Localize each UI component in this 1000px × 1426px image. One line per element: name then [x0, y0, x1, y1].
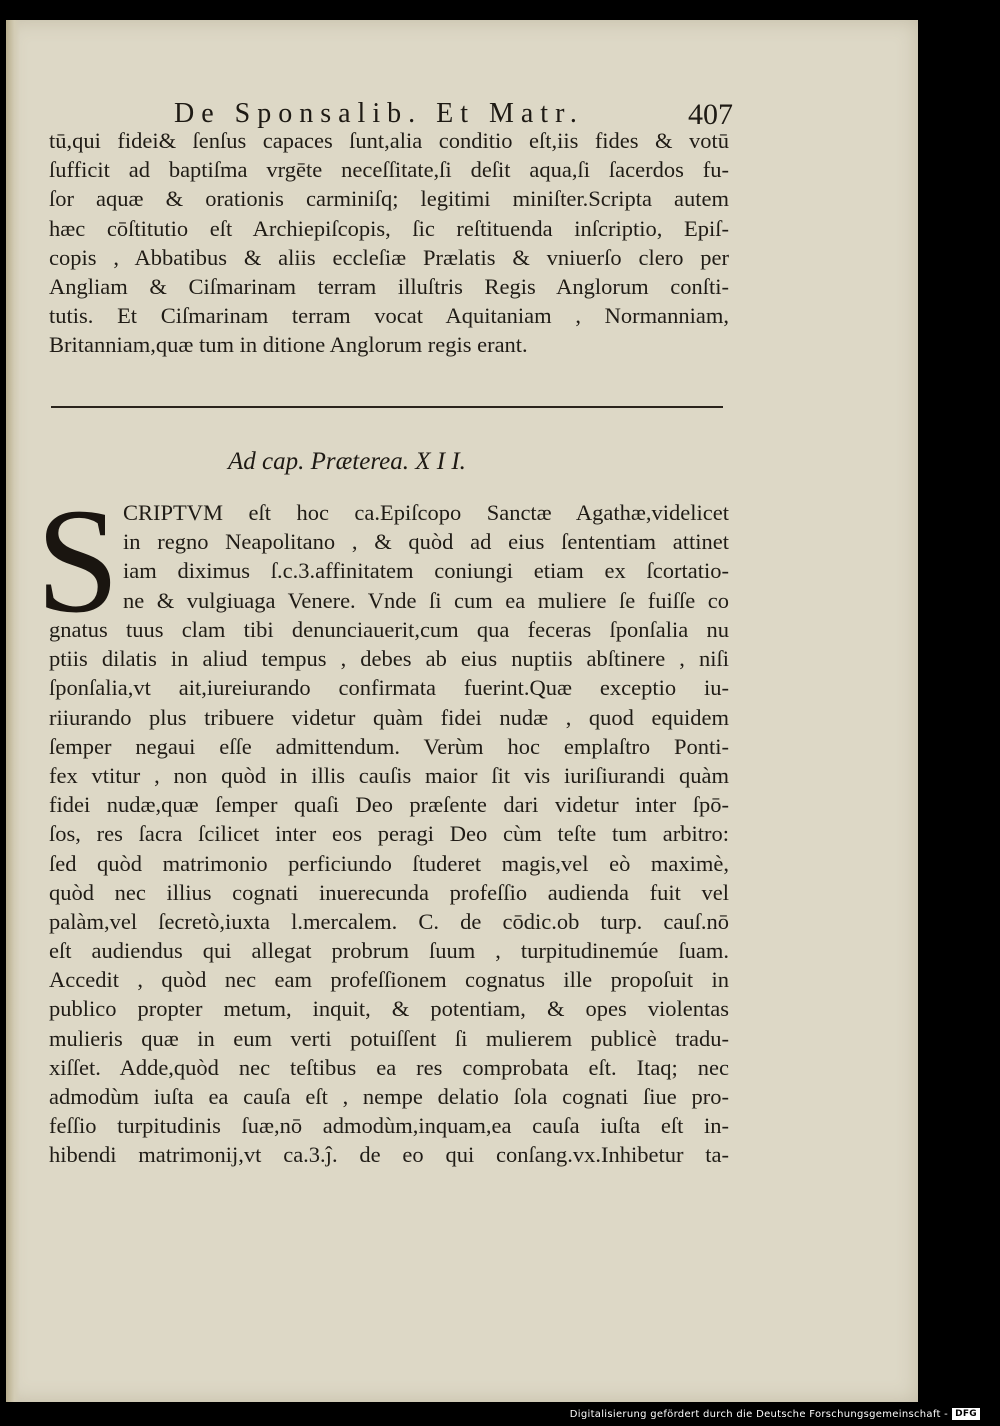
text-line: xiſſet. Adde,quòd nec teſtibus ea res comprobata eſt. Itaq; nec	[49, 1054, 729, 1080]
running-head: De Sponsalib. Et Matr.	[174, 98, 584, 129]
text-line: ſemper negaui eſſe admittendum. Verùm hoc emplaſtro Ponti-	[49, 733, 729, 759]
text-line: ſed quòd matrimonio perficiundo ſtuderet magis,vel eò maximè,	[49, 850, 729, 876]
text-line: hibendi matrimonij,vt ca.3.ĵ. de eo qui conſang.vx.Inhibetur ta-	[49, 1142, 729, 1168]
drop-cap-initial: S	[36, 478, 120, 644]
paragraph-continued	[49, 126, 729, 360]
paragraph-indented-lines	[123, 498, 729, 615]
text-line: tutis. Et Ciſmarinam terram vocat Aquitaniam , Normanniam,	[49, 303, 729, 329]
text-line: ne & vulgiuaga Venere. Vnde ſi cum ea muliere ſe fuiſſe co	[123, 587, 729, 613]
text-line: copis , Abbatibus & aliis eccleſiæ Prælatis & vniuerſo clero per	[49, 244, 729, 270]
page-number: 407	[688, 98, 733, 131]
text-line: ſponſalia,vt ait,iureiurando confirmata fuerint.Quæ exceptio iu-	[49, 675, 729, 701]
text-line: Britanniam,quæ tum in ditione Anglorum regis erant.	[49, 332, 528, 358]
chapter-heading: Ad cap. Præterea. X I I.	[228, 448, 466, 475]
text-line: ſor aquæ & orationis carminiſq; legitimi miniſter.Scripta autem	[49, 186, 729, 212]
text-line: Accedit , quòd nec eam profeſſionem cognatus ille propoſuit in	[49, 967, 729, 993]
book-page	[6, 20, 918, 1402]
text-line: ptiis dilatis in aliud tempus , debes ab eius nuptiis abſtinere , niſi	[49, 646, 729, 672]
text-line: Angliam & Ciſmarinam terram illuſtris Regis Anglorum conſti-	[49, 273, 729, 299]
credit-text: Digitalisierung gefördert durch die Deutsche Forschungsgemeinschaft -	[569, 1409, 949, 1420]
paragraph-body	[49, 615, 729, 1170]
text-line: ſufficit ad baptiſma vrgēte neceſſitate,ſi deſit aqua,ſi ſacerdos fu-	[49, 157, 729, 183]
text-line: admodùm iuſta ea cauſa eſt , nempe delatio ſola cognati ſiue pro-	[49, 1084, 729, 1109]
text-line: mulieris quæ in eum verti potuiſſent ſi mulierem publicè tradu-	[49, 1025, 729, 1051]
text-line: ſos, res ſacra ſcilicet inter eos peragi Deo cùm teſte tum arbitro:	[49, 821, 729, 847]
digitization-credit	[570, 1408, 980, 1420]
text-line: hæc cōſtitutio eſt Archiepiſcopis, ſic reſtituenda inſcriptio, Epiſ-	[49, 215, 729, 241]
section-divider-rule	[51, 406, 723, 408]
text-line: CRIPTVM eſt hoc ca.Epiſcopo Sanctæ Agathæ,videlicet	[123, 500, 729, 525]
text-line: riiurando plus tribuere videtur quàm fidei nudæ , quod equidem	[49, 704, 729, 730]
text-line: in regno Neapolitano , & quòd ad eius ſententiam attinet	[123, 529, 729, 555]
text-line: iam diximus ſ.c.3.affinitatem coniungi etiam ex ſcortatio-	[123, 558, 729, 584]
text-line: fidei nudæ,quæ ſemper quaſi Deo præſente dari videtur inter ſpō-	[49, 792, 729, 818]
text-line: tū,qui fidei& ſenſus capaces ſunt,alia conditio eſt,iis fides & votū	[49, 128, 729, 153]
text-line: eſt audiendus qui allegat probrum ſuum , turpitudinemúe ſuam.	[49, 938, 729, 964]
text-line: gnatus tuus clam tibi denunciauerit,cum qua feceras ſponſalia nu	[49, 617, 729, 642]
text-line: publico propter metum, inquit, & potentiam, & opes violentas	[49, 996, 729, 1022]
page-gutter-shadow	[6, 20, 20, 1402]
text-line: palàm,vel ſecretò,iuxta l.mercalem. C. de cōdic.ob turp. cauſ.nō	[49, 908, 729, 934]
text-line: feſſio turpitudinis ſuæ,nō admodùm,inquam,ea cauſa iuſta eſt in-	[49, 1113, 729, 1139]
text-line: quòd nec illius cognati inuerecunda profeſſio audienda fuit vel	[49, 879, 729, 905]
text-line: fex vtitur , non quòd in illis cauſis maior ſit vis iuriſiurandi quàm	[49, 762, 729, 788]
dfg-logo: DFG	[952, 1408, 980, 1420]
